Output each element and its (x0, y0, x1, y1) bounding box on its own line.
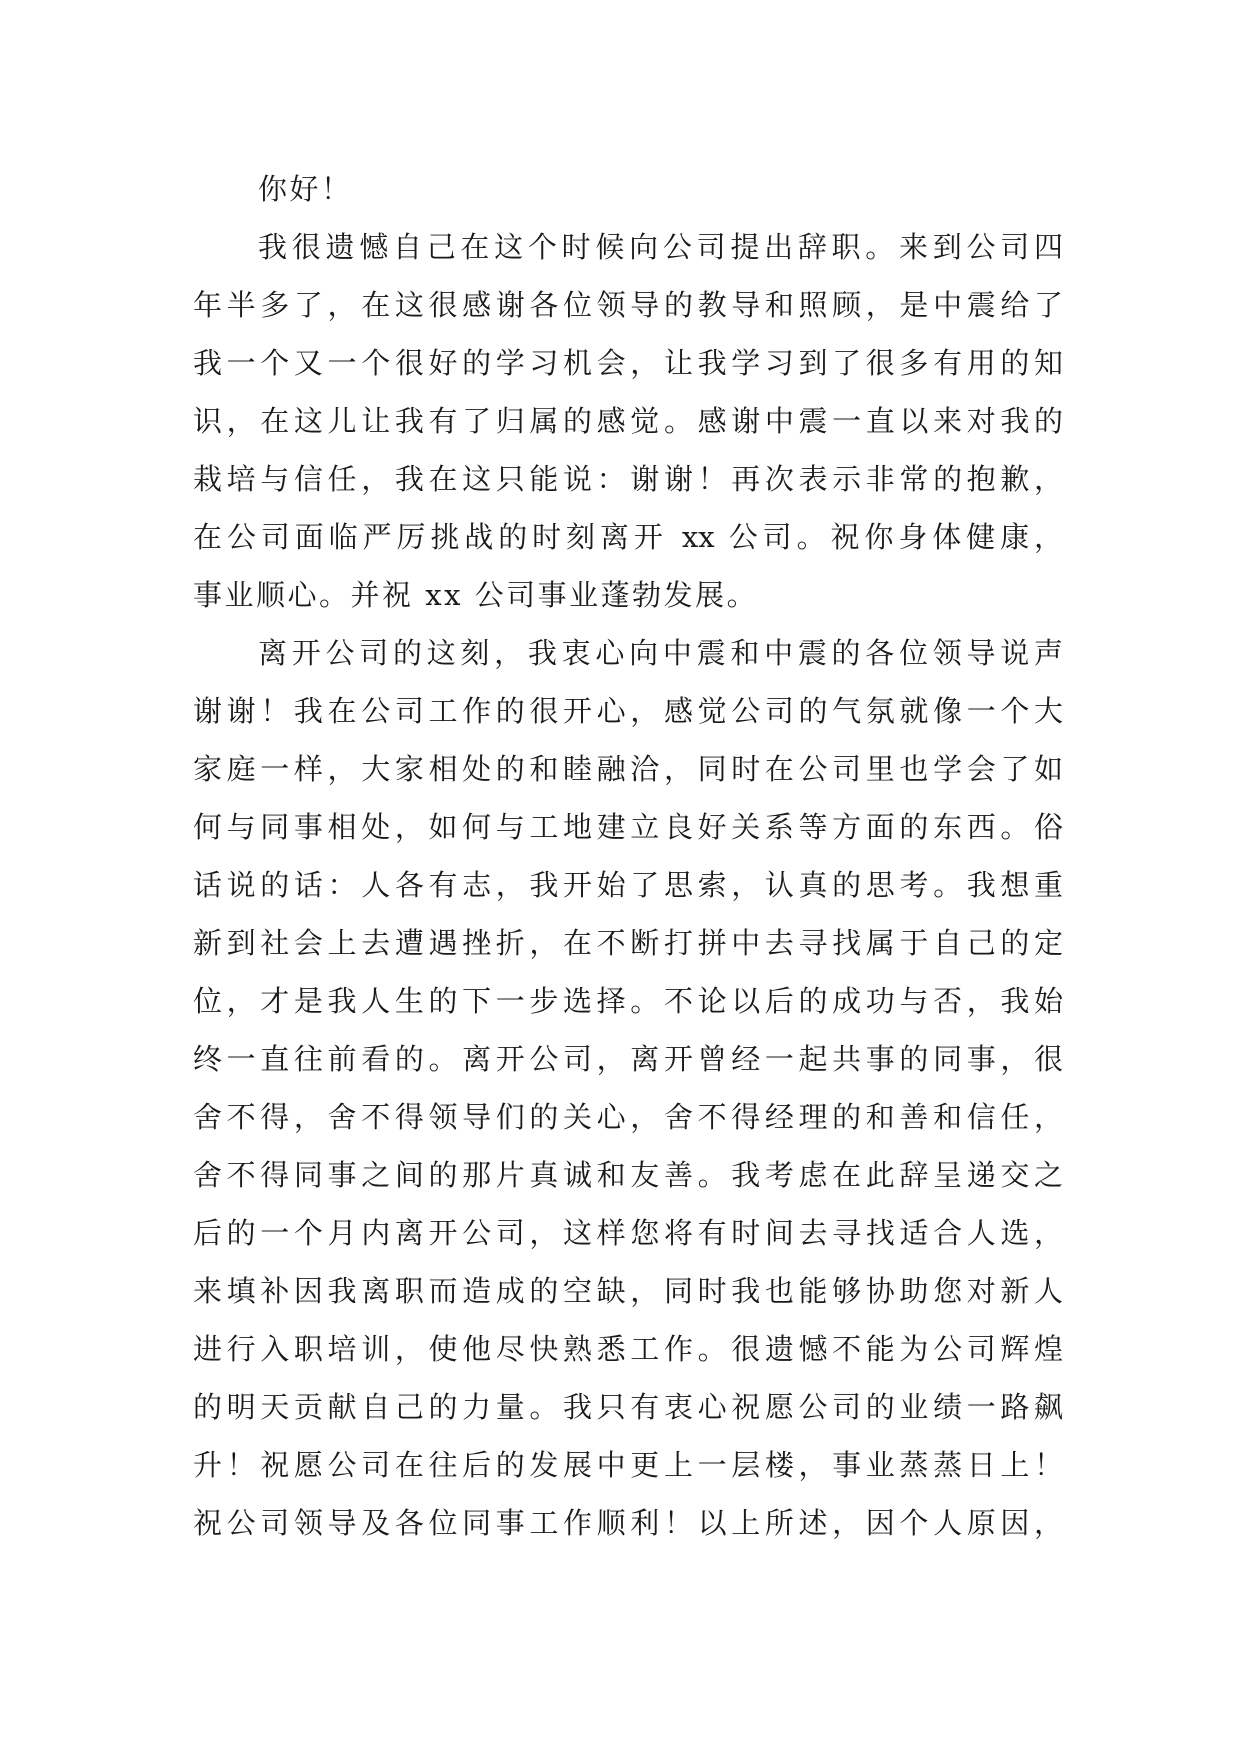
text-line: 栽培与信任，我在这只能说：谢谢！再次表示非常的抱歉， (193, 462, 1063, 496)
text-line: 舍不得，舍不得领导们的关心，舍不得经理的和善和信任， (193, 1100, 1063, 1134)
text-line: 家庭一样，大家相处的和睦融洽，同时在公司里也学会了如 (193, 752, 1063, 786)
text-line: 位，才是我人生的下一步选择。不论以后的成功与否，我始 (193, 984, 1063, 1018)
text-line: 终一直往前看的。离开公司，离开曾经一起共事的同事，很 (193, 1042, 1063, 1076)
text-line: 的明天贡献自己的力量。我只有衷心祝愿公司的业绩一路飙 (193, 1390, 1063, 1424)
text-line: 后的一个月内离开公司，这样您将有时间去寻找适合人选， (193, 1216, 1063, 1250)
text-line: 在公司面临严厉挑战的时刻离开 xx 公司。祝你身体健康， (193, 520, 1063, 554)
text-line: 升！祝愿公司在往后的发展中更上一层楼，事业蒸蒸日上！ (193, 1448, 1063, 1482)
greeting-line: 你好！ (258, 172, 353, 206)
text-line: 祝公司领导及各位同事工作顺利！以上所述，因个人原因， (193, 1506, 1063, 1540)
text-line: 来填补因我离职而造成的空缺，同时我也能够协助您对新人 (193, 1274, 1063, 1308)
text-line: 舍不得同事之间的那片真诚和友善。我考虑在此辞呈递交之 (193, 1158, 1063, 1192)
text-line: 谢谢！我在公司工作的很开心，感觉公司的气氛就像一个大 (193, 694, 1063, 728)
letter-body (193, 160, 1063, 1552)
text-line: 话说的话：人各有志，我开始了思索，认真的思考。我想重 (193, 868, 1063, 902)
text-line: 年半多了，在这很感谢各位领导的教导和照顾，是中震给了 (193, 288, 1063, 322)
text-line: 识，在这儿让我有了归属的感觉。感谢中震一直以来对我的 (193, 404, 1063, 438)
text-line: 进行入职培训，使他尽快熟悉工作。很遗憾不能为公司辉煌 (193, 1332, 1063, 1366)
text-line: 新到社会上去遭遇挫折，在不断打拼中去寻找属于自己的定 (193, 926, 1063, 960)
text-line: 何与同事相处，如何与工地建立良好关系等方面的东西。俗 (193, 810, 1063, 844)
text-line: 我一个又一个很好的学习机会，让我学习到了很多有用的知 (193, 346, 1063, 380)
text-line: 离开公司的这刻，我衷心向中震和中震的各位领导说声 (258, 636, 1063, 670)
text-line: 我很遗憾自己在这个时候向公司提出辞职。来到公司四 (258, 230, 1063, 264)
text-line: 事业顺心。并祝 xx 公司事业蓬勃发展。 (193, 578, 759, 612)
